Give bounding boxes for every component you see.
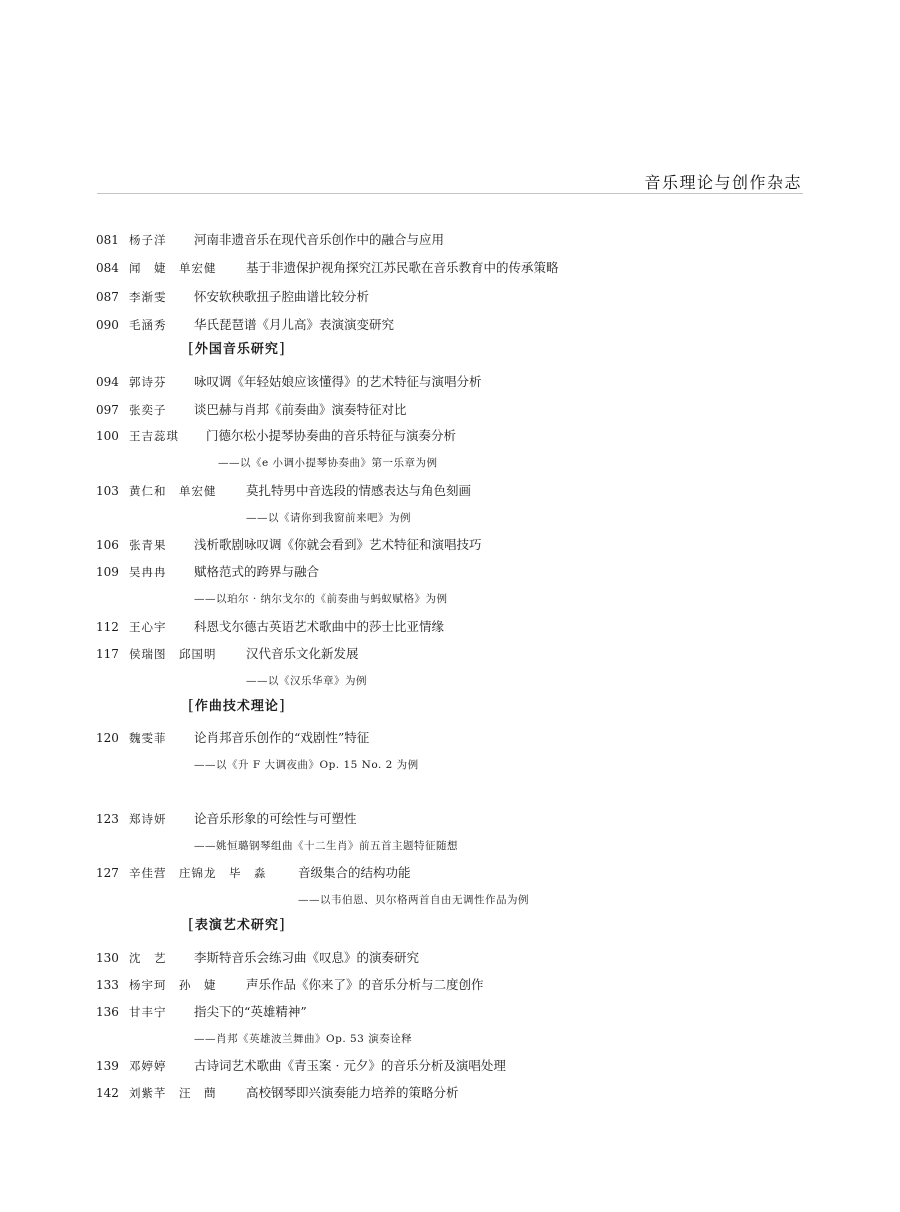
- entry-authors: 刘紫芊 汪 蔄: [129, 1086, 217, 1100]
- page-number: 084: [96, 261, 119, 275]
- entry-title[interactable]: 古诗词艺术歌曲《青玉案 · 元夕》的音乐分析及演唱处理: [194, 1058, 506, 1073]
- entry-title[interactable]: 基于非遗保护视角探究江苏民歌在音乐教育中的传承策略: [246, 260, 559, 275]
- page-number: 081: [96, 233, 119, 247]
- bracket-right: ]: [278, 915, 286, 933]
- entry-authors: 王心宇: [129, 620, 167, 634]
- page-number: 120: [96, 731, 119, 745]
- entry-title[interactable]: 赋格范式的跨界与融合: [194, 564, 320, 579]
- entry-subtitle: ——以《e 小调小提琴协奏曲》第一乐章为例: [218, 457, 438, 469]
- header-divider: [97, 193, 803, 194]
- entry-title[interactable]: 河南非遗音乐在现代音乐创作中的融合与应用: [194, 232, 445, 247]
- page-number: 094: [96, 375, 119, 389]
- entry-title[interactable]: 华氏琵琶谱《月儿高》表演演变研究: [194, 317, 395, 332]
- entry-authors: 侯瑞图 邱国明: [129, 647, 217, 661]
- page-number: 123: [96, 812, 119, 826]
- page-number: 127: [96, 866, 119, 880]
- entry-subtitle: ——姚恒璐钢琴组曲《十二生肖》前五首主题特征随想: [194, 840, 458, 852]
- page-number: 100: [96, 429, 119, 443]
- entry-authors: 郑诗妍: [129, 812, 167, 826]
- section-title: 作曲技术理论: [194, 699, 279, 714]
- page-number: 106: [96, 538, 119, 552]
- entry-subtitle: ——肖邦《英雄波兰舞曲》Op. 53 演奏诠释: [194, 1033, 413, 1045]
- entry-subtitle: ——以珀尔 · 纳尔戈尔的《前奏曲与蚂蚁赋格》为例: [194, 593, 448, 605]
- bracket-left: [: [188, 915, 195, 933]
- entry-authors: 闻 婕 单宏健: [129, 261, 217, 275]
- section-heading: [188, 914, 286, 933]
- entry-title[interactable]: 论音乐形象的可绘性与可塑性: [194, 811, 357, 826]
- entry-title[interactable]: 声乐作品《你来了》的音乐分析与二度创作: [246, 977, 484, 992]
- page-number: 103: [96, 484, 119, 498]
- entry-authors: 毛涵秀: [129, 318, 167, 332]
- page-number: 112: [96, 620, 119, 634]
- entry-authors: 魏雯菲: [129, 731, 167, 745]
- entry-authors: 王吉蕊琪: [129, 429, 179, 443]
- page-number: 133: [96, 978, 119, 992]
- entry-title[interactable]: 科恩戈尔德古英语艺术歌曲中的莎士比亚情缘: [194, 619, 445, 634]
- page-number: 117: [96, 647, 119, 661]
- entry-title[interactable]: 咏叹调《年轻姑娘应该懂得》的艺术特征与演唱分析: [194, 374, 482, 389]
- page-number: 087: [96, 290, 119, 304]
- section-title: 外国音乐研究: [194, 342, 279, 357]
- entry-subtitle: ——以《升 F 大调夜曲》Op. 15 No. 2 为例: [194, 759, 419, 771]
- entry-title[interactable]: 论肖邦音乐创作的“戏剧性”特征: [194, 730, 370, 745]
- entry-title[interactable]: 门德尔松小提琴协奏曲的音乐特征与演奏分析: [206, 428, 457, 443]
- page-number: 097: [96, 403, 119, 417]
- entry-title[interactable]: 浅析歌剧咏叹调《你就会看到》艺术特征和演唱技巧: [194, 537, 482, 552]
- entry-title[interactable]: 汉代音乐文化新发展: [246, 646, 359, 661]
- section-title: 表演艺术研究: [194, 918, 279, 933]
- section-heading: [188, 695, 286, 714]
- entry-subtitle: ——以韦伯恩、贝尔格两首自由无调性作品为例: [298, 894, 529, 906]
- entry-authors: 沈 艺: [129, 951, 167, 965]
- entry-title[interactable]: 指尖下的“英雄精神”: [194, 1004, 307, 1019]
- page-number: 139: [96, 1059, 119, 1073]
- entry-authors: 吴冉冉: [129, 565, 167, 579]
- page-number: 090: [96, 318, 119, 332]
- page-number: 109: [96, 565, 119, 579]
- entry-subtitle: ——以《请你到我窗前来吧》为例: [246, 512, 411, 524]
- entry-authors: 张青果: [129, 538, 167, 552]
- bracket-right: ]: [278, 696, 286, 714]
- entry-authors: 郭诗芬: [129, 375, 167, 389]
- entry-title[interactable]: 谈巴赫与肖邦《前奏曲》演奏特征对比: [194, 402, 407, 417]
- entry-authors: 辛佳营 庄锦龙 毕 淼: [129, 866, 267, 880]
- bracket-left: [: [188, 339, 195, 357]
- page-number: 136: [96, 1005, 119, 1019]
- entry-authors: 杨宇珂 孙 婕: [129, 978, 217, 992]
- bracket-right: ]: [278, 339, 286, 357]
- page-number: 130: [96, 951, 119, 965]
- entry-title[interactable]: 高校钢琴即兴演奏能力培养的策略分析: [246, 1085, 459, 1100]
- entry-title[interactable]: 音级集合的结构功能: [298, 865, 411, 880]
- section-heading: [188, 338, 286, 357]
- entry-subtitle: ——以《汉乐华章》为例: [246, 675, 367, 687]
- entry-authors: 杨子洋: [129, 233, 167, 247]
- entry-authors: 邓婷婷: [129, 1059, 167, 1073]
- entry-title[interactable]: 莫扎特男中音选段的情感表达与角色刻画: [246, 483, 472, 498]
- journal-title: 音乐理论与创作杂志: [644, 173, 802, 192]
- entry-authors: 黄仁和 单宏健: [129, 484, 217, 498]
- bracket-left: [: [188, 696, 195, 714]
- entry-title[interactable]: 李斯特音乐会练习曲《叹息》的演奏研究: [194, 950, 420, 965]
- entry-title[interactable]: 怀安软秧歌扭子腔曲谱比较分析: [194, 289, 370, 304]
- entry-authors: 李渐雯: [129, 290, 167, 304]
- entry-authors: 张奕子: [129, 403, 167, 417]
- page-number: 142: [96, 1086, 119, 1100]
- entry-authors: 甘丰宁: [129, 1005, 167, 1019]
